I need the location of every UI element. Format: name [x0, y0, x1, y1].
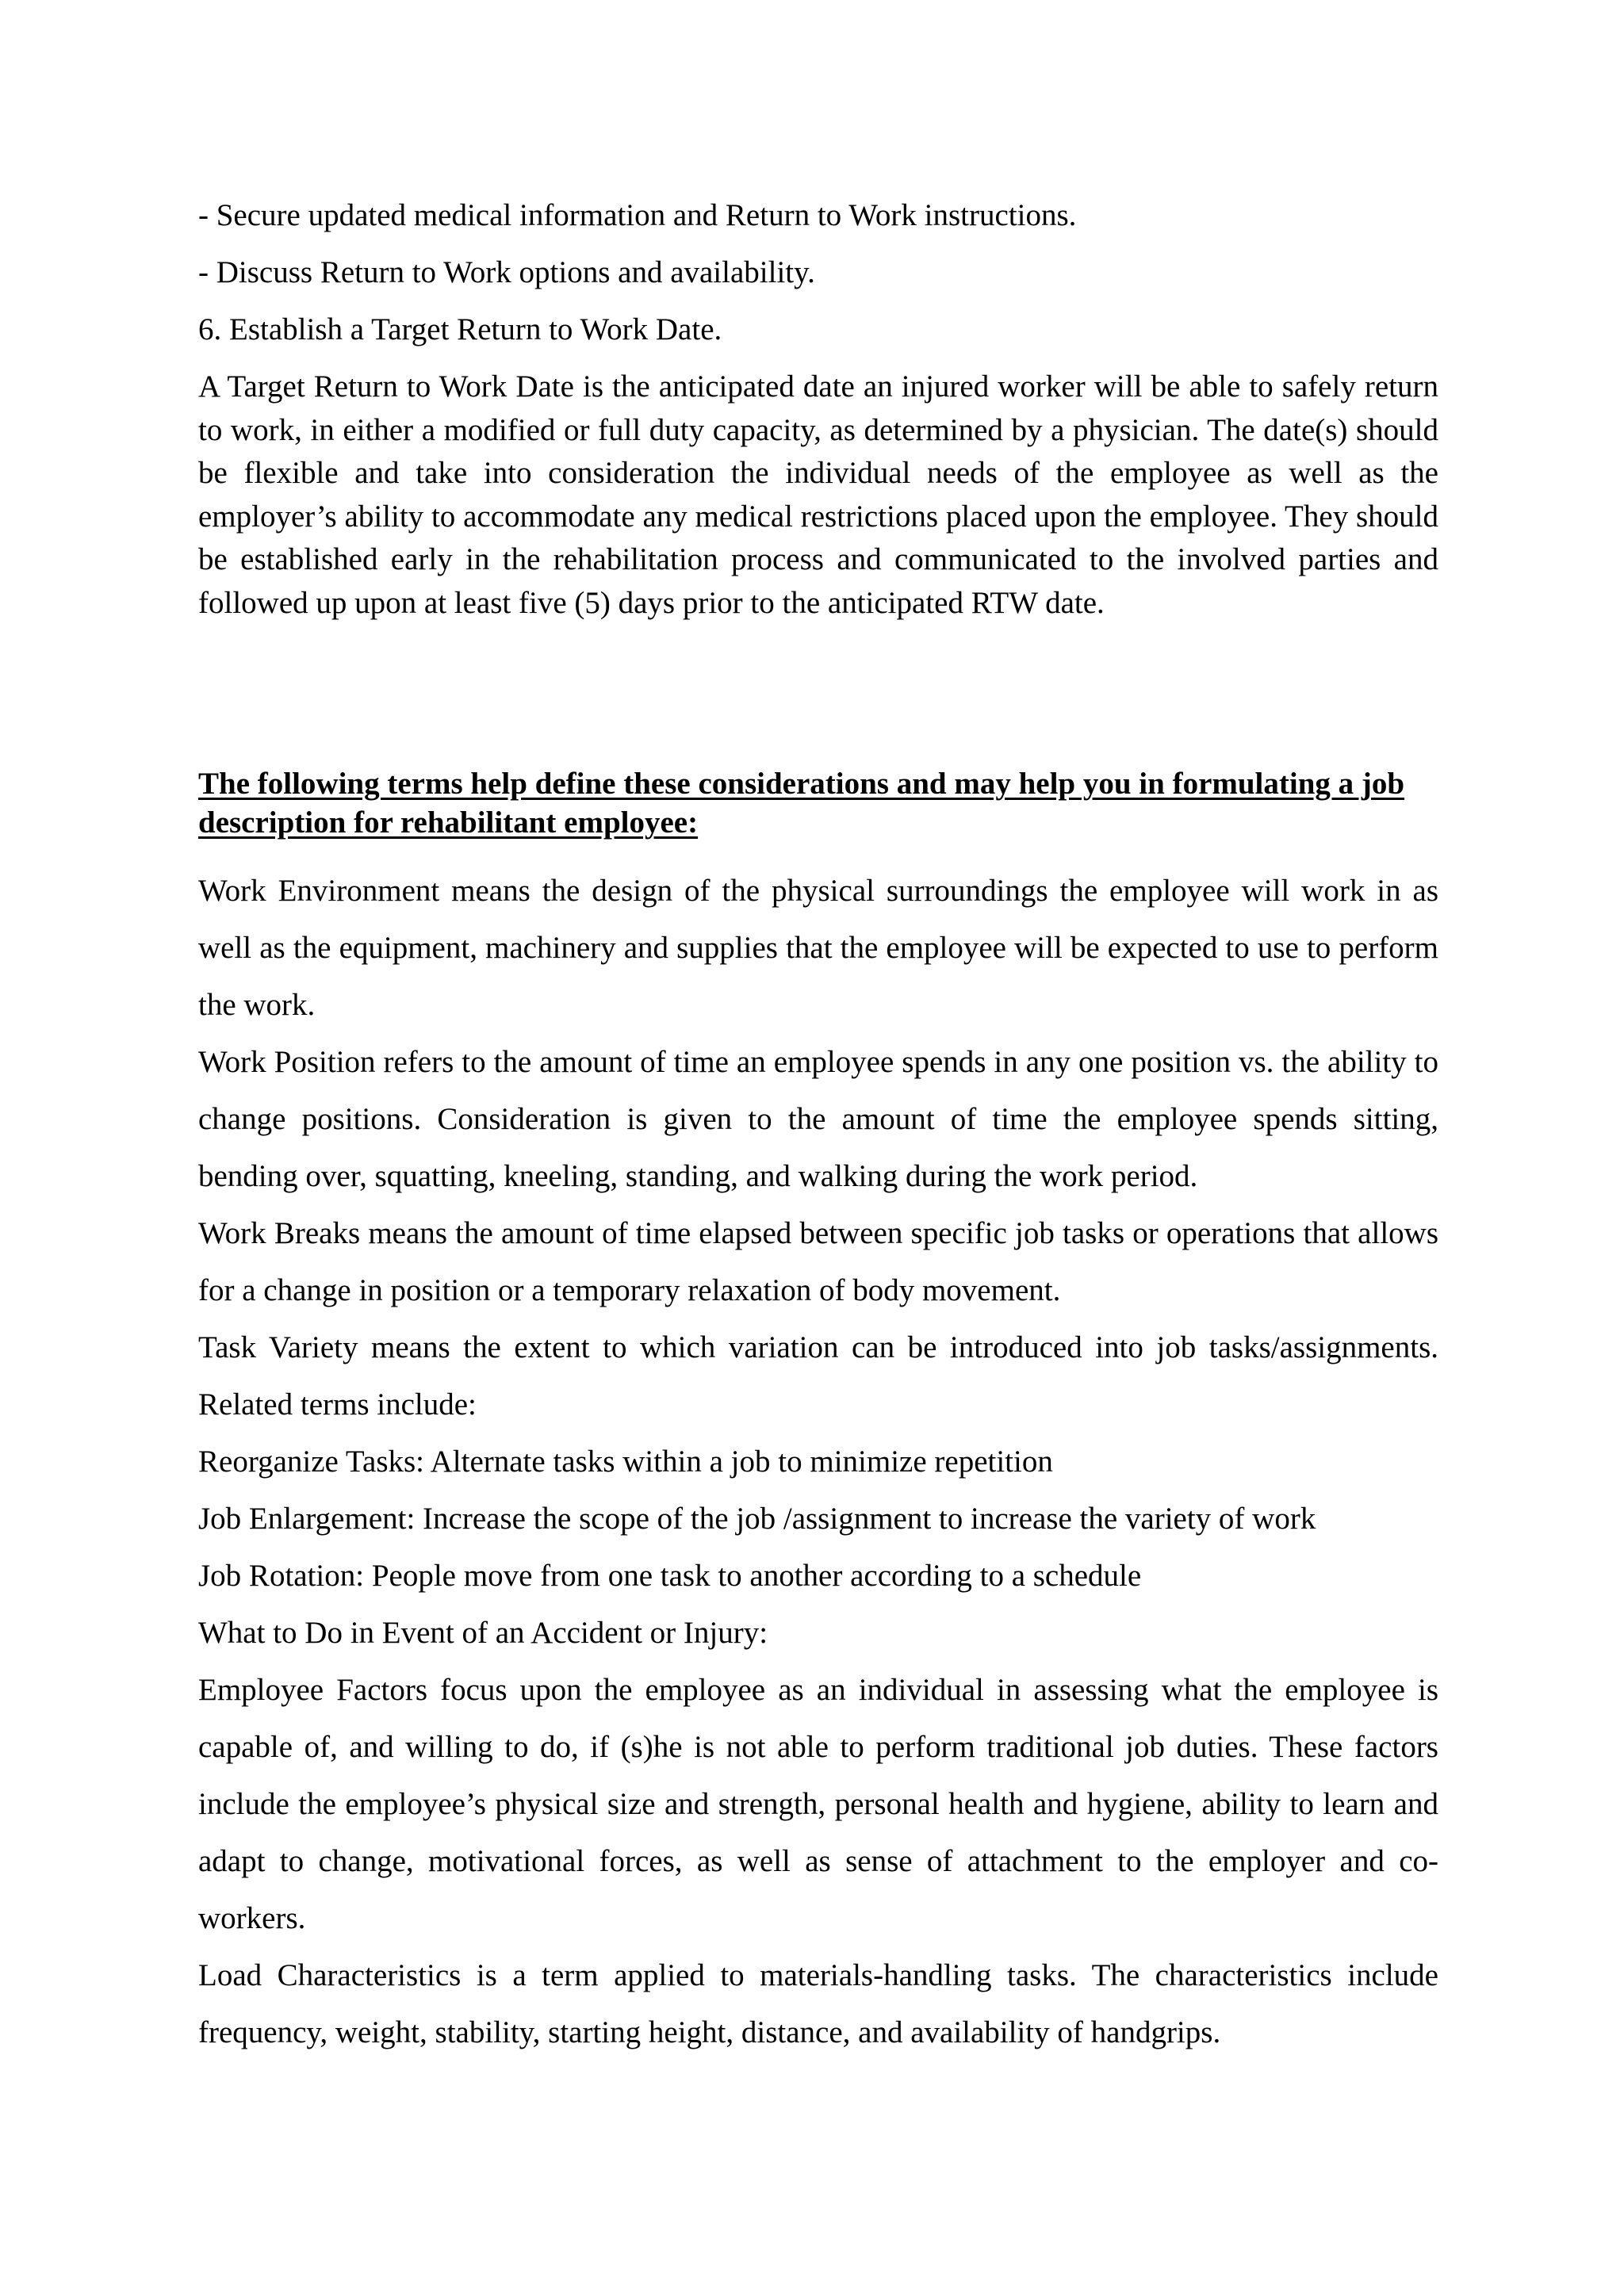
target-date-paragraph: A Target Return to Work Date is the anticipated date an injured worker will be able to safely return to work, in either a modified or full duty capacity, as determined by a physician. The date(s) should be flexible and take into consideration the individual needs of the employee as well as the employer’s ability to accommodate any medical restrictions placed upon the employee. They should be established early in the rehabilitation process and communicated to the involved parties and followed up upon at least five (5) days prior to the anticipated RTW date. [198, 369, 1438, 620]
term-work-environment: Work Environment means the design of the physical surroundings the employee will work in as well as the equipment, machinery and supplies that the employee will be expected to use to perform the work. [198, 874, 1438, 1022]
terms-heading: The following terms help define these considerations and may help you in formulating a job description for rehabilitant employee: [198, 767, 1405, 840]
term-work-breaks: Work Breaks means the amount of time elapsed between specific job tasks or operations that allows for a change in position or a temporary relaxation of body movement. [198, 1216, 1438, 1307]
bullet-secure-medical-info: - Secure updated medical information and Return to Work instructions. [198, 198, 1077, 232]
terms-list [198, 863, 1438, 2061]
bullet-discuss-options: - Discuss Return to Work options and availability. [198, 255, 815, 289]
term-task-variety: Task Variety means the extent to which variation can be introduced into job tasks/assignments. Related terms include: [198, 1330, 1438, 1422]
term-reorganize-tasks: Reorganize Tasks: Alternate tasks within a job to minimize repetition [198, 1445, 1053, 1479]
term-job-enlargement: Job Enlargement: Increase the scope of the job /assignment to increase the variety of work [198, 1502, 1316, 1536]
page-content [198, 194, 1438, 2061]
term-employee-factors: Employee Factors focus upon the employee as an individual in assessing what the employee is capable of, and willing to do, if (s)he is not able to perform traditional job duties. These factors include the employee’s physical size and strength, personal health and hygiene, ability to learn and adapt to change, motivational forces, as well as sense of attachment to the employer and co-workers. [198, 1673, 1438, 1935]
term-job-rotation: Job Rotation: People move from one task to another according to a schedule [198, 1559, 1142, 1593]
term-load-characteristics: Load Characteristics is a term applied to materials-handling tasks. The characteristics include frequency, weight, stability, starting height, distance, and availability of handgrips. [198, 1958, 1438, 2049]
step-establish-target-date: 6. Establish a Target Return to Work Date. [198, 312, 722, 346]
term-work-position: Work Position refers to the amount of time an employee spends in any one position vs. the ability to change positions. Consideration is given to the amount of time the employee spends sitting, bending over, squatting, kneeling, standing, and walking during the work period. [198, 1045, 1438, 1193]
term-accident-injury: What to Do in Event of an Accident or Injury: [198, 1616, 768, 1650]
